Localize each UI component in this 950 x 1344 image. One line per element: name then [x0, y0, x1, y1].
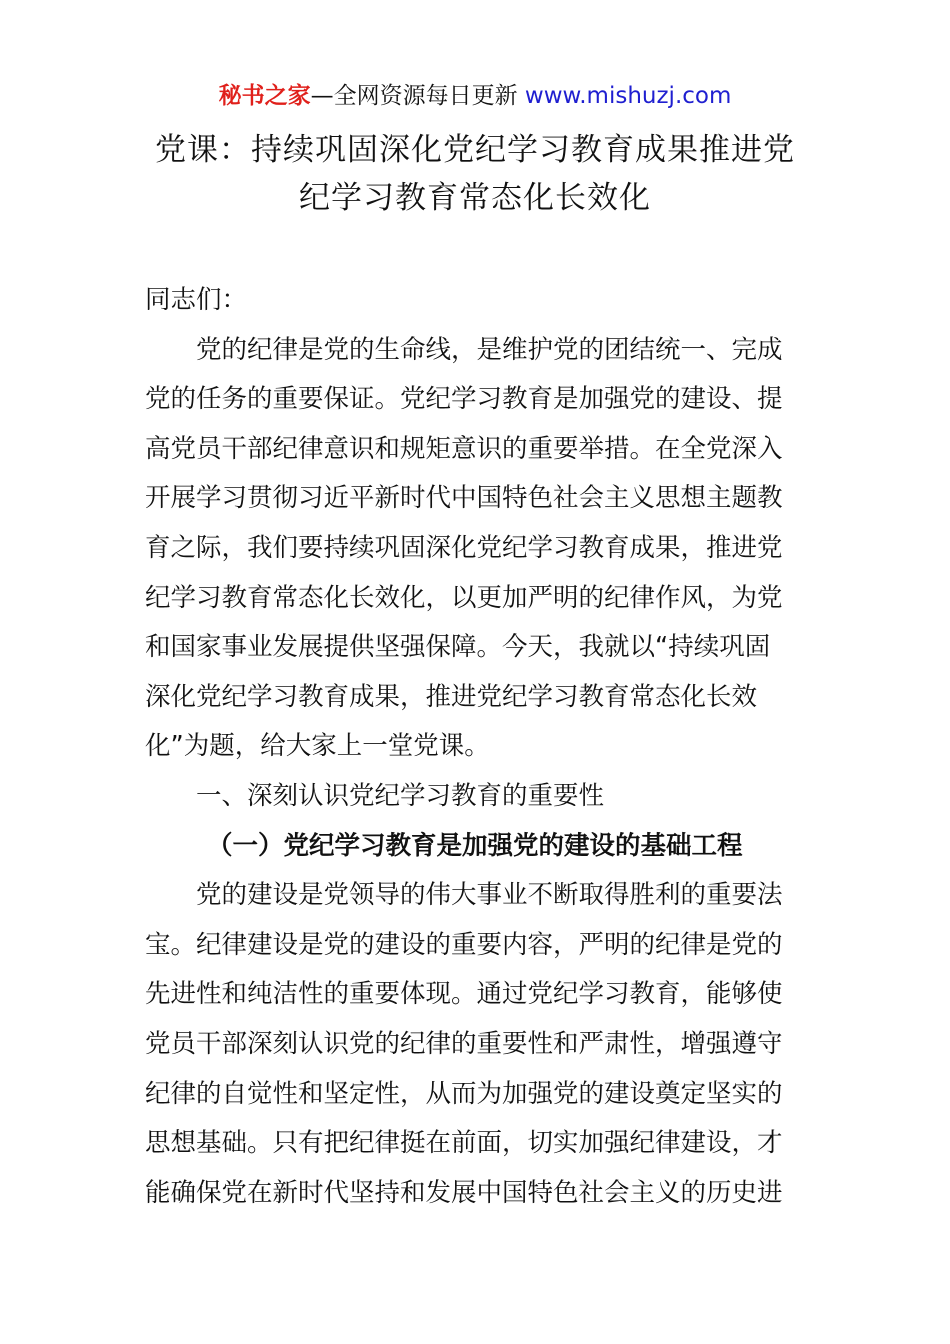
paragraph-1-line: 深化党纪学习教育成果，推进党纪学习教育常态化长效 [145, 681, 758, 712]
paragraph-2-line: 党员干部深刻认识党的纪律的重要性和严肃性，增强遵守 [145, 1028, 783, 1059]
document-title [100, 126, 850, 222]
banner-url-link[interactable]: www.mishuzj.com [524, 83, 732, 109]
paragraph-1-line: 和国家事业发展提供坚强保障。今天，我就以“持续巩固 [145, 632, 771, 663]
document-body [145, 276, 810, 1218]
paragraph-1-line: 党的任务的重要保证。党纪学习教育是加强党的建设、提 [145, 384, 783, 415]
subsection-heading: （一）党纪学习教育是加强党的建设的基础工程 [207, 830, 743, 861]
greeting: 同志们： [145, 285, 248, 315]
paragraph-1-line: 党的纪律是党的生命线，是维护党的团结统一、完成 [196, 334, 783, 365]
paragraph-2-line: 先进性和纯洁性的重要体现。通过党纪学习教育，能够使 [145, 979, 783, 1010]
title-line-1: 党课：持续巩固深化党纪学习教育成果推进党 [155, 132, 795, 168]
paragraph-2-line: 纪律的自觉性和坚定性，从而为加强党的建设奠定坚实的 [145, 1078, 783, 1109]
paragraph-1-line: 高党员干部纪律意识和规矩意识的重要举措。在全党深入 [145, 433, 783, 464]
watermark-banner [0, 80, 950, 112]
paragraph-1-line: 育之际，我们要持续巩固深化党纪学习教育成果，推进党 [145, 532, 783, 563]
section-heading: 一、深刻认识党纪学习教育的重要性 [196, 780, 605, 811]
title-line-2: 纪学习教育常态化长效化 [299, 180, 651, 216]
paragraph-1-line: 化”为题，给大家上一堂党课。 [145, 731, 490, 762]
paragraph-1-line: 开展学习贯彻习近平新时代中国特色社会主义思想主题教 [145, 483, 783, 514]
paragraph-1-line: 纪学习教育常态化长效化，以更加严明的纪律作风，为党 [145, 582, 783, 613]
paragraph-2-line: 思想基础。只有把纪律挺在前面，切实加强纪律建设，才 [145, 1128, 783, 1159]
banner-brand: 秘书之家 [218, 83, 311, 109]
banner-tagline: —全网资源每日更新 [310, 83, 525, 109]
paragraph-2-line: 党的建设是党领导的伟大事业不断取得胜利的重要法 [196, 880, 783, 911]
paragraph-2-line: 宝。纪律建设是党的建设的重要内容，严明的纪律是党的 [145, 929, 783, 960]
paragraph-2-line: 能确保党在新时代坚持和发展中国特色社会主义的历史进 [145, 1177, 783, 1208]
